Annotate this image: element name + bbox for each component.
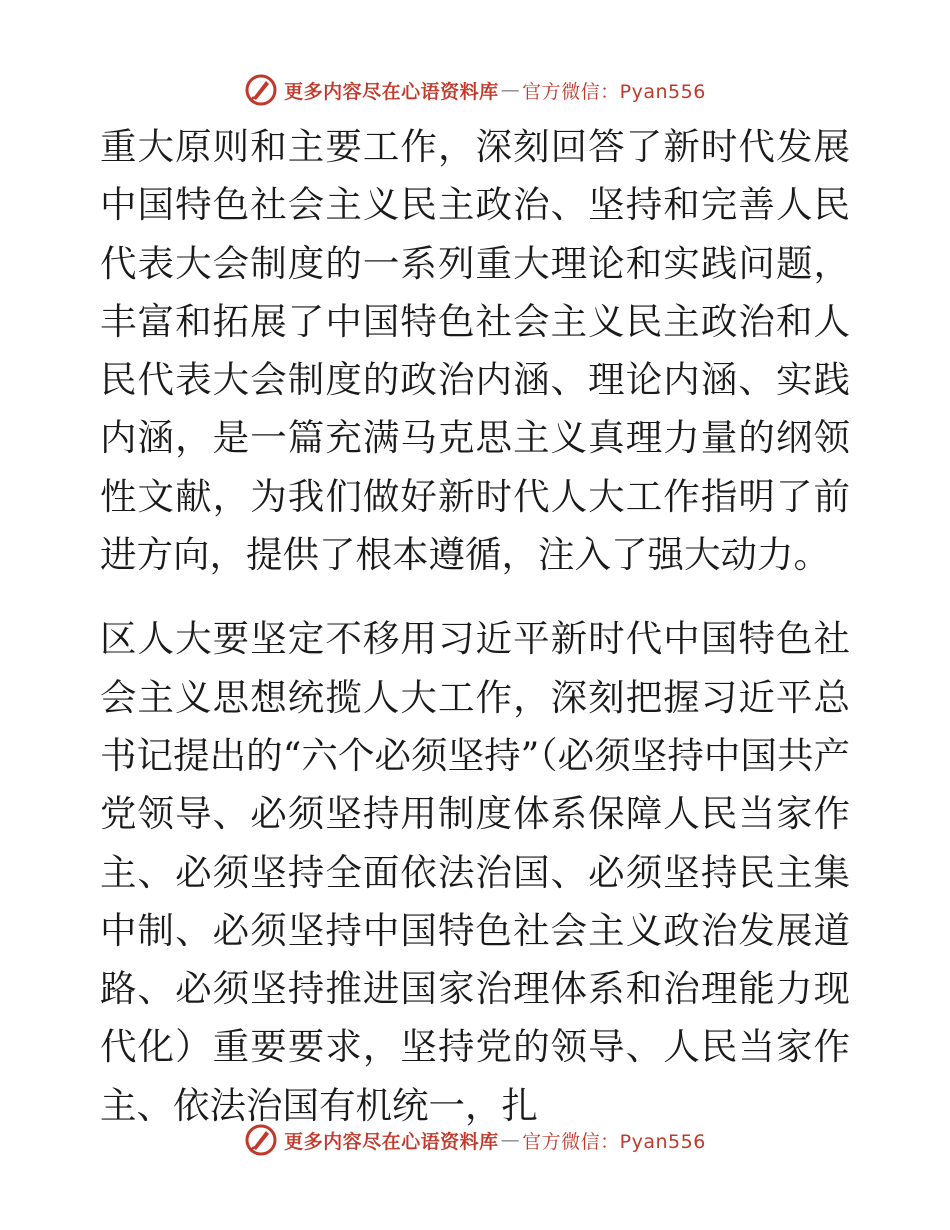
- banner-main-text: 更多内容尽在心语资料库: [284, 80, 499, 103]
- paragraph-1: 重大原则和主要工作，深刻回答了新时代发展中国特色社会主义民主政治、坚持和完善人民代表大会制度的一系列重大理论和实践问题，丰富和拓展了中国特色社会主义民主政治和人民代表大会制度的政治内涵、理论内涵、实践内涵，是一篇充满马克思主义真理力量的纲领性文献，为我们做好新时代人大工作指明了前进方向，提供了根本遵循，注入了强大动力。: [100, 125, 850, 577]
- footer-banner-main-text: 更多内容尽在心语资料库: [284, 1130, 499, 1153]
- footer-banner-separator: —: [500, 1129, 521, 1151]
- header-banner: [0, 70, 950, 110]
- banner-wechat-text: 官方微信：Pyan556: [522, 80, 706, 103]
- footer-banner-wechat-text: 官方微信：Pyan556: [522, 1130, 706, 1153]
- feather-pen-logo-icon: [244, 73, 278, 107]
- document-body: [100, 118, 850, 1135]
- feather-pen-logo-icon: [244, 1123, 278, 1157]
- paragraph-2: 区人大要坚定不移用习近平新时代中国特色社会主义思想统揽人大工作，深刻把握习近平总书记提出的“六个必须坚持”（必须坚持中国共产党领导、必须坚持用制度体系保障人民当家作主、必须坚持全面依法治国、必须坚持民主集中制、必须坚持中国特色社会主义政治发展道路、必须坚持推进国家治理体系和治理能力现代化）重要要求，坚持党的领导、人民当家作主、依法治国有机统一，扎: [100, 617, 850, 1127]
- footer-banner: [0, 1120, 950, 1160]
- banner-separator: —: [500, 79, 521, 101]
